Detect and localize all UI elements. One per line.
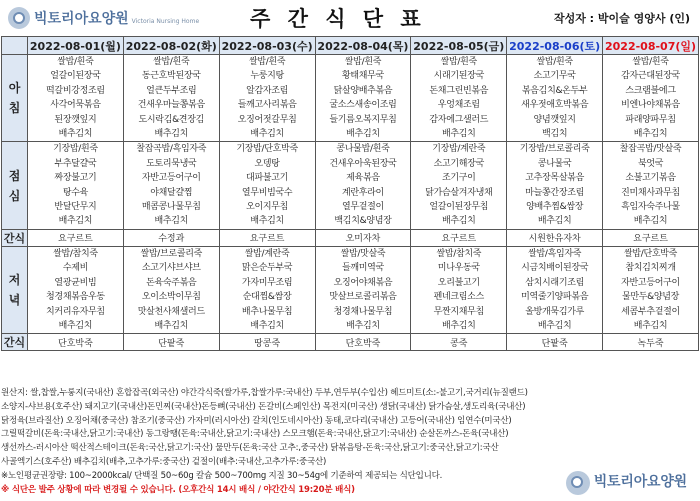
menu-item: 쌀밥/흰죽 [536,57,573,67]
dinner-day-cell [315,246,411,333]
menu-item: 들기름오복지무침 [329,114,397,125]
menu-item: 얼큰두부조림 [146,85,197,96]
dinner-day-cell [219,246,315,333]
page-header [0,0,700,36]
menu-item: 시금치배이된장국 [521,263,589,274]
logo-name: 빅토리아요양원 [34,11,129,27]
date-header: 2022-08-01(월) [28,37,124,55]
menu-item: 청경채볶음우동 [46,292,105,303]
menu-item: 쌀밥/흰죽 [57,57,94,67]
lunch-label: 점 심 [2,142,28,229]
lunch-day-cell [411,142,507,229]
menu-item: 흑임자숙주나물 [621,202,680,213]
menu-item: 쌀밥/흰죽 [248,57,286,67]
menu-item: 맑은순두부국 [241,263,293,274]
menu-item: 양배추찜&쌈장 [526,202,584,213]
menu-item: 미나우동국 [437,263,480,274]
menu-item: 건새우아욱된장국 [329,158,397,169]
date-header: 2022-08-05(금) [411,37,507,55]
menu-item: 기장밥/단호박죽 [236,144,298,155]
dinner-label: 저 녁 [2,246,28,333]
weekly-menu-table [1,36,699,351]
menu-item: 마늘쫑간장조림 [525,187,585,198]
menu-item: 누룽지탕 [250,71,284,82]
menu-item: 배추김치 [633,320,668,331]
menu-item: 배추김치 [537,216,572,227]
menu-item: 볶음김치&온두부 [521,85,588,96]
date-header-sunday: 2022-08-07(일) [603,37,699,55]
menu-item: 자반고등어구이 [621,277,680,288]
logo-name: 빅토리아요양원 [593,474,687,491]
logo [8,4,199,32]
evening-snack-item: 녹두죽 [603,334,699,351]
menu-item: 맛살천사채샐러드 [137,306,205,317]
menu-item: 배추김치 [58,216,93,227]
menu-item: 오이소박이무침 [141,292,201,303]
menu-item: 감자에그샐러드 [429,114,489,125]
menu-item: 쌀밥/참치죽 [53,248,98,259]
menu-item: 고추장목살볶음 [525,173,585,184]
menu-item: 돈육숙주볶음 [146,277,197,288]
menu-item: 알감자조림 [246,85,289,96]
menu-item: 배추김치 [250,216,284,227]
menu-item: 소고기샤브샤브 [141,263,201,274]
menu-item: 오이지무침 [246,202,289,213]
menu-item: 쌀밥/브로콜리죽 [140,248,203,259]
menu-item: 동근호박된장국 [141,71,201,82]
menu-item: 양념깻잎지 [533,114,576,125]
lunch-day-cell [603,142,699,229]
menu-item: 배추김치 [250,129,284,140]
date-header: 2022-08-04(목) [315,37,411,55]
menu-item: 청경채나물무침 [333,306,393,317]
menu-item: 북엇국 [637,158,664,169]
menu-item: 무짠지채무침 [433,306,484,317]
menu-item: 배추김치 [58,129,93,140]
menu-item: 배추김치 [154,216,189,227]
breakfast-day-cell [28,55,124,142]
evening-snack-item: 콩죽 [411,334,507,351]
menu-item: 우엉채조림 [437,100,480,111]
menu-item: 돈채그린빈볶음 [429,85,489,96]
menu-item: 수제비 [62,263,89,274]
logo-subtitle: Victoria Nursing Home [131,17,200,25]
menu-item: 미역줄기양파볶음 [521,292,589,303]
date-header-row [2,37,699,55]
menu-item: 된장깻잎지 [54,114,97,125]
menu-item: 황태채무국 [341,71,384,82]
menu-item: 사각어묵볶음 [50,100,101,111]
dinner-day-cell [123,246,219,333]
afternoon-snack-item: 오미자차 [315,229,411,246]
menu-item: 쌀밥/흰죽 [153,57,190,67]
menu-item: 기장밥/흰죽 [53,144,98,155]
menu-item: 올방개묵김가루 [525,306,585,317]
menu-item: 자반고등어구이 [141,173,201,184]
menu-item: 배추김치 [346,129,380,140]
menu-item: 쌀밥/참치죽 [436,248,482,259]
afternoon-snack-item: 수정과 [123,229,219,246]
origin-line: 생선까스-러시아산 떡산적스테이크(돈육:국산,닭고기:국산) 물만두(돈육:국산 고추:,중국산) 닭볶음탕-돈육:국산,닭고기:중국산,닭고기:국산 [1,443,499,454]
origin-line: 원산지: 쌀,찹쌀,누룽지(국내산) 혼합잡곡(외국산) 야간각식죽(쌀가루,찹쌀가루:국내산) 두부,연두부(수입산) 헤드미트(소:-불고기,국거리(뉴질랜드) [1,388,528,398]
origin-line: 사골엑기스(호주산) 배추김치(배추,고추가루:중국산) 겉절이(배추:국내산,고추가루:중국산) [1,456,327,467]
menu-item: 건새우마늘쫑볶음 [137,100,205,111]
menu-item: 오징어젓갈무침 [237,114,297,125]
menu-item: 배추김치 [154,320,189,331]
dinner-day-cell [507,246,603,333]
menu-item: 배추김치 [442,129,476,140]
menu-item: 콩나물국 [537,158,572,169]
afternoon-snack-label: 간식 [2,229,28,246]
menu-item: 배추김치 [58,320,93,331]
menu-item: 매콤콩나물무침 [141,202,201,213]
menu-item: 시래기된장국 [433,71,484,82]
menu-item: 소불고기볶음 [625,173,676,184]
menu-item: 진미채사과무침 [621,187,680,198]
menu-item: 쌀밥/맛살죽 [340,248,386,259]
dinner-day-cell [28,246,124,333]
menu-item: 도시락김&견장김 [138,114,204,125]
menu-item: 오리불고기 [437,277,480,288]
menu-item: 소고기해장국 [433,158,484,169]
menu-item: 짜장불고기 [54,173,97,184]
menu-item: 기장밥/브로콜리죽 [519,144,590,155]
menu-item: 조기구이 [442,173,476,184]
breakfast-day-cell [507,55,603,142]
menu-item: 반달단무지 [54,202,97,213]
menu-item: 백김치 [542,129,568,140]
breakfast-day-cell [123,55,219,142]
logo-icon [8,7,30,29]
lunch-day-cell [219,142,315,229]
menu-item: 새우젓애호박볶음 [521,100,589,111]
menu-item: 야채달걀찜 [150,187,193,198]
date-header: 2022-08-03(수) [219,37,315,55]
evening-snack-label: 간식 [2,334,28,351]
logo-icon [566,471,590,495]
menu-item: 배추김치 [537,320,572,331]
menu-item: 파래양파무침 [625,114,676,125]
corner-cell [2,37,28,55]
breakfast-label: 아 침 [2,55,28,142]
menu-item: 배추김치 [633,129,668,140]
afternoon-snack-item: 요구르트 [603,229,699,246]
menu-item: 맛살브로콜리볶음 [329,292,397,303]
evening-snack-item: 단호박죽 [315,334,411,351]
menu-item: 쌀밥/계란죽 [244,248,290,259]
menu-item: 쌀밥/흰죽 [440,57,477,67]
menu-item: 세콤부추겉절이 [621,306,680,317]
evening-snack-item: 단팥죽 [123,334,219,351]
menu-item: 굴소스새송이조림 [329,100,397,111]
footer-logo [566,471,687,495]
afternoon-snack-item: 요구르트 [219,229,315,246]
menu-item: 들깨고사리볶음 [237,100,297,111]
menu-item: 부추달걀국 [54,158,97,169]
date-header-saturday: 2022-08-06(토) [507,37,603,55]
menu-item: 도토리묵냉국 [146,158,197,169]
menu-item: 쌀밥/단호박죽 [623,248,678,259]
menu-item: 얼갈이된장무침 [429,202,489,213]
menu-item: 들깨미역국 [341,263,384,274]
lunch-day-cell [123,142,219,229]
footer-notes [1,387,699,501]
afternoon-snack-item: 요구르트 [28,229,124,246]
menu-item: 비엔나야채볶음 [621,100,680,111]
menu-item: 떡갈비강정조림 [46,85,105,96]
menu-item: 감자근대된장국 [621,71,680,82]
nutrition-note: ※노인평균권장량: 100~2000kcal/ 단백질 50~60g 칼슘 500~700mg 지질 30~54g에 기준하여 제공되는 식단입니다. [1,470,443,481]
afternoon-snack-row [2,229,699,246]
dinner-row [2,246,699,333]
menu-item: 치커리유자무침 [46,306,105,317]
menu-item: 닭가슴살겨자냉채 [425,187,493,198]
evening-snack-item: 단팥죽 [507,334,603,351]
date-header: 2022-08-02(화) [123,37,219,55]
lunch-row [2,142,699,229]
menu-item: 열무겉절이 [341,202,384,213]
menu-item: 가자미무조림 [241,277,293,288]
menu-item: 배추나물무침 [241,306,293,317]
evening-snack-row [2,334,699,351]
menu-item: 오징어야채볶음 [333,277,393,288]
author-line: 작성자 : 박이슬 영양사 (인) [553,12,690,25]
menu-item: 소고기무국 [533,71,576,82]
origin-line: 닭정육(브라질산) 오징어채(중국산) 참조기(중국산) 가자미(러시아산) 갈치(인도네시아산) 동태,코다리(국내산) 고등어(국내산) 임연수(미국산) [1,415,512,426]
change-notice: ※ 식단은 발주 상황에 따라 변경될 수 있습니다. (오후간식 14시 배식 / 야간간식 19:20분 배식) [1,484,355,495]
menu-item: 대파불고기 [246,173,289,184]
afternoon-snack-item: 시원한유자차 [507,229,603,246]
menu-item: 오뎅탕 [254,158,280,169]
evening-snack-item: 땅콩죽 [219,334,315,351]
menu-item: 콩나물밥/흰죽 [336,144,390,155]
menu-item: 스크램블에그 [625,85,676,96]
breakfast-day-cell [411,55,507,142]
menu-item: 배추김치 [442,320,476,331]
menu-item: 참치김치찌개 [625,263,676,274]
dinner-day-cell [603,246,699,333]
menu-item: 기장밥/계란죽 [432,144,486,155]
menu-item: 닭살양배추볶음 [333,85,393,96]
menu-item: 찰잡곡밥/맛살죽 [619,144,682,155]
menu-item: 배추김치 [154,129,189,140]
menu-item: 쌀밥/흑임자죽 [528,248,582,259]
menu-item: 제육볶음 [346,173,380,184]
menu-item: 배추김치 [633,216,668,227]
menu-item: 물만두&양념장 [621,292,680,303]
page-title: 주 간 식 단 표 [250,7,426,31]
breakfast-day-cell [219,55,315,142]
origin-line: 그릴떡갈비(돈육:국내산,닭고기:국내산) 동그랑땡(돈육:국내산,닭고기:국내산) 스모크햄(돈육:국내산,닭고기:국내산) 순살돈까스-돈육(국내산) [1,429,509,440]
lunch-day-cell [315,142,411,229]
breakfast-day-cell [315,55,411,142]
menu-item: 열광균비빔 [54,277,97,288]
evening-snack-item: 단호박죽 [28,334,124,351]
menu-item: 백김치&양념장 [334,216,392,227]
lunch-day-cell [507,142,603,229]
menu-item: 찰잡곡밥/흑임자죽 [136,144,207,155]
menu-item: 쌀밥/흰죽 [632,57,669,67]
origin-line: 소양지-샤브용(호주산) 돼지고기(국내산)돈민찌(국내산)돈등뼈(국내산) 돈갈비(스페인산) 목전지(미국산) 생닭(국내산) 닭가슴살,생도리육(국내산) [1,401,526,412]
menu-item: 삼치시래기조림 [525,277,585,288]
menu-item: 배추김치 [250,320,284,331]
dinner-day-cell [411,246,507,333]
menu-item: 얼갈이된장국 [50,71,101,82]
afternoon-snack-item: 요구르트 [411,229,507,246]
menu-item: 펜네크림소스 [433,292,484,303]
menu-item: 쌀밥/흰죽 [344,57,382,67]
menu-item: 배추김치 [346,320,380,331]
menu-item: 배추김치 [442,216,476,227]
menu-item: 탕수육 [62,187,89,198]
menu-item: 계란후라이 [341,187,384,198]
breakfast-row [2,55,699,142]
lunch-day-cell [28,142,124,229]
menu-item: 순대찜&쌈장 [242,292,292,303]
menu-item: 열무비빔국수 [241,187,293,198]
breakfast-day-cell [603,55,699,142]
